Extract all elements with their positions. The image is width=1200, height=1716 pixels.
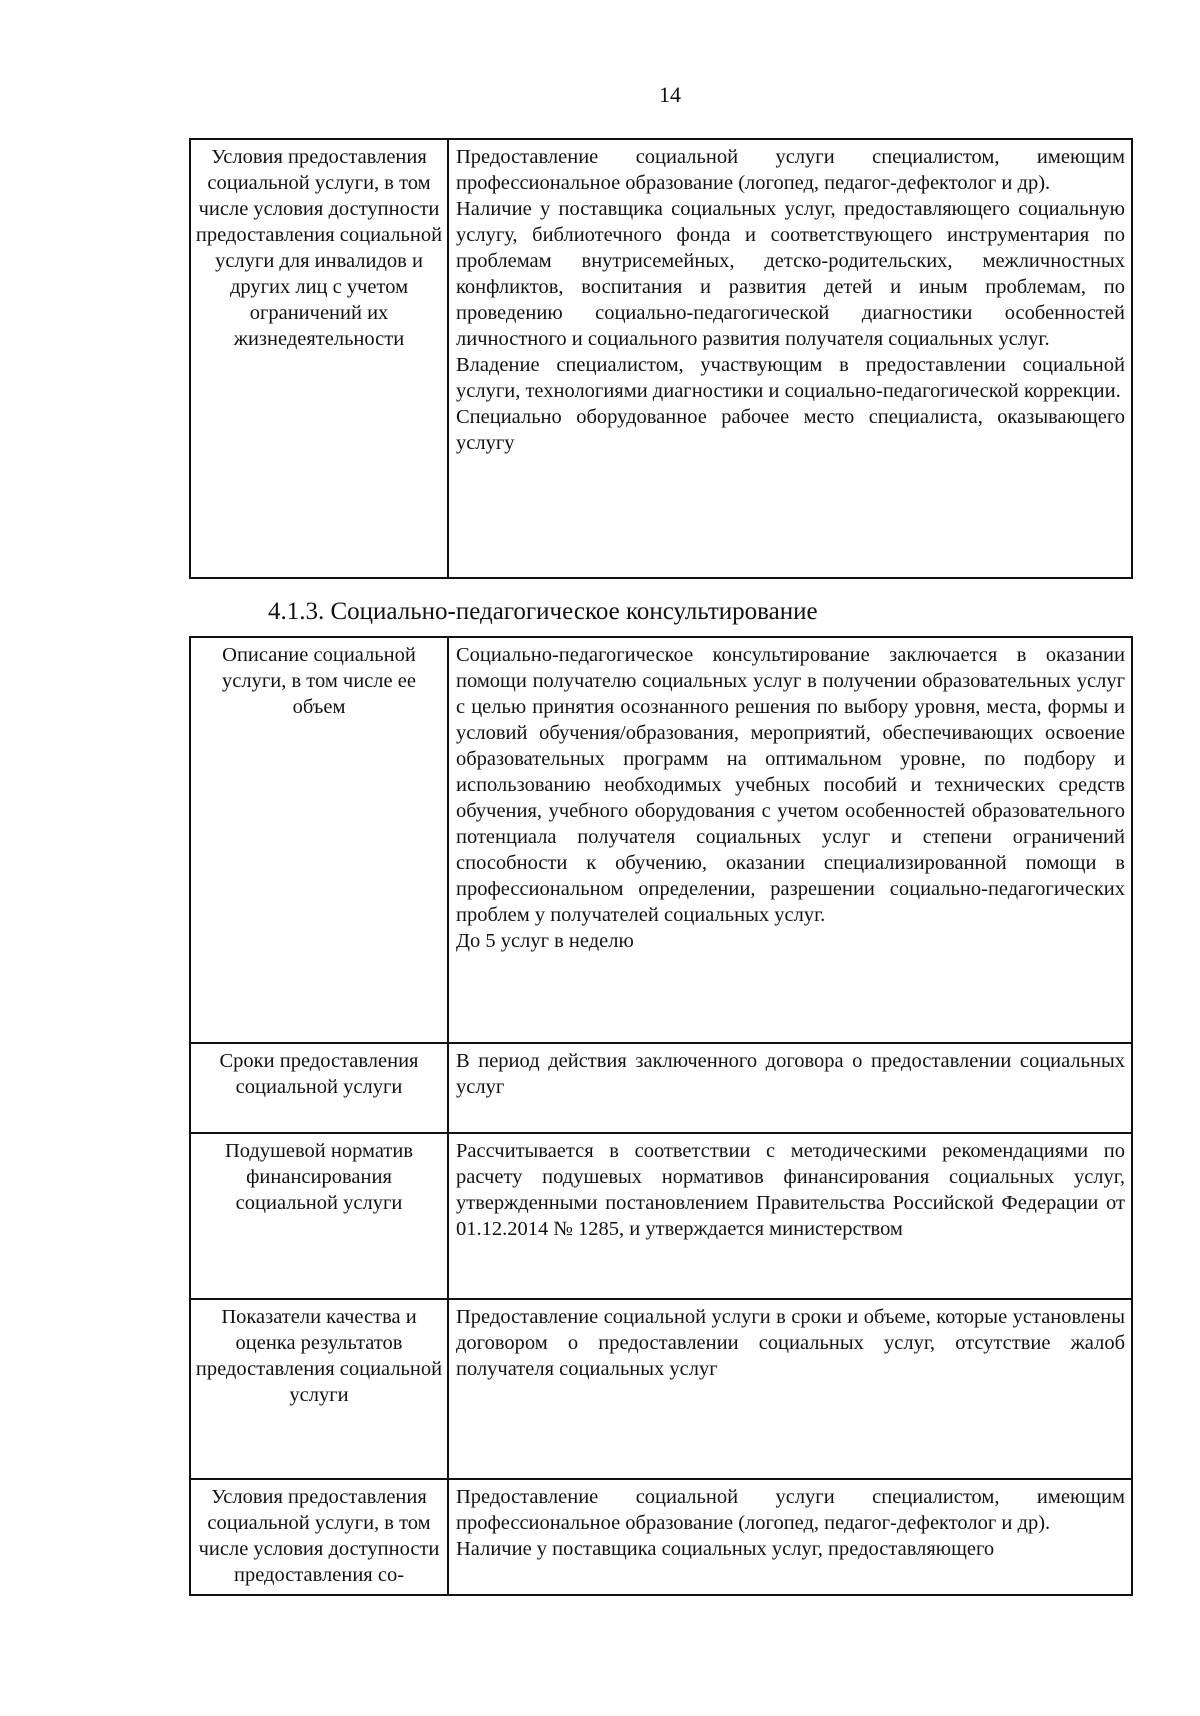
paragraph: Предоставление социальной услуги в сроки и объеме, которые установлены договором о предоставлении социальных услуг, отсутствие жалоб получателя социальных услуг [456,1306,1125,1380]
paragraph: До 5 услуг в неделю [456,930,634,952]
row-label: Условия предоставления социальной услуги, в том числе условия доступности предоставления со- [190,1479,448,1595]
paragraph: Социально-педагогическое консультирование заключается в оказании помощи получателю социальных услуг в получении образовательных услуг с целью принятия осознанного решения по выбору уровня, места, формы и условий обучения/образования, мероприятий, обеспечивающих освоение образовательных программ на оптимальном уровне, по подбору и использованию необходимых учебных пособий и технических средств обучения, учебного оборудования с учетом особенностей образовательного потенциала получателя социальных услуг и степени ограничений способности к обучению, оказании специализированной помощи в профессиональном определении, разрешении социально-педагогических проблем у получателей социальных услуг. [456,644,1125,926]
service-table-continued [189,138,1133,579]
table-row [190,1299,1132,1479]
row-label: Условия предоставления социальной услуги, в том числе условия доступности предоставления социальной услуги для инвалидов и других лиц с учетом ограничений их жизнедеятельности [190,139,448,578]
row-content [448,1133,1132,1299]
paragraph: Предоставление социальной услуги специалистом, имеющим профессиональное образование (логопед, педагог-дефектолог и др). [456,146,1125,194]
section-heading: 4.1.3. Социально-педагогическое консультирование [268,598,818,625]
page-number: 14 [659,82,681,107]
row-content [448,139,1132,578]
row-label: Показатели качества и оценка результатов предоставления социальной услуги [190,1299,448,1479]
row-content [448,637,1132,1043]
table-row [190,637,1132,1043]
table-row [190,139,1132,578]
paragraph: В период действия заключенного договора о предоставлении социальных услуг [456,1050,1125,1098]
row-label: Описание социальной услуги, в том числе ее объем [190,637,448,1043]
row-label: Сроки предоставления социальной услуги [190,1043,448,1133]
table-row [190,1043,1132,1133]
service-table [189,636,1133,1596]
paragraph: Специально оборудованное рабочее место специалиста, оказывающего услугу [456,406,1125,454]
paragraph: Владение специалистом, участвующим в предоставлении социальной услуги, технологиями диагностики и социально-педагогической коррекции. [456,354,1125,402]
paragraph: Наличие у поставщика социальных услуг, предоставляющего социальную услугу, библиотечного фонда и соответствующего инструментария по проблемам внутрисемейных, детско-родительских, межличностных конфликтов, воспитания и развития детей и иным проблемам, по проведению социально-педагогической диагностики особенностей личностного и социального развития получателя социальных услуг. [456,198,1125,350]
paragraph: Предоставление социальной услуги специалистом, имеющим профессиональное образование (логопед, педагог-дефектолог и др). [456,1486,1125,1534]
table-row [190,1133,1132,1299]
paragraph: Рассчитывается в соответствии с методическими рекомендациями по расчету подушевых нормативов финансирования социальных услуг, утвержденными постановлением Правительства Российской Федерации от 01.12.2014 № 1285, и утверждается министерством [456,1140,1125,1240]
table-row [190,1479,1132,1595]
row-label: Подушевой норматив финансирования социальной услуги [190,1133,448,1299]
row-content [448,1479,1132,1595]
row-content [448,1299,1132,1479]
paragraph: Наличие у поставщика социальных услуг, предоставляющего [456,1538,995,1560]
row-content [448,1043,1132,1133]
